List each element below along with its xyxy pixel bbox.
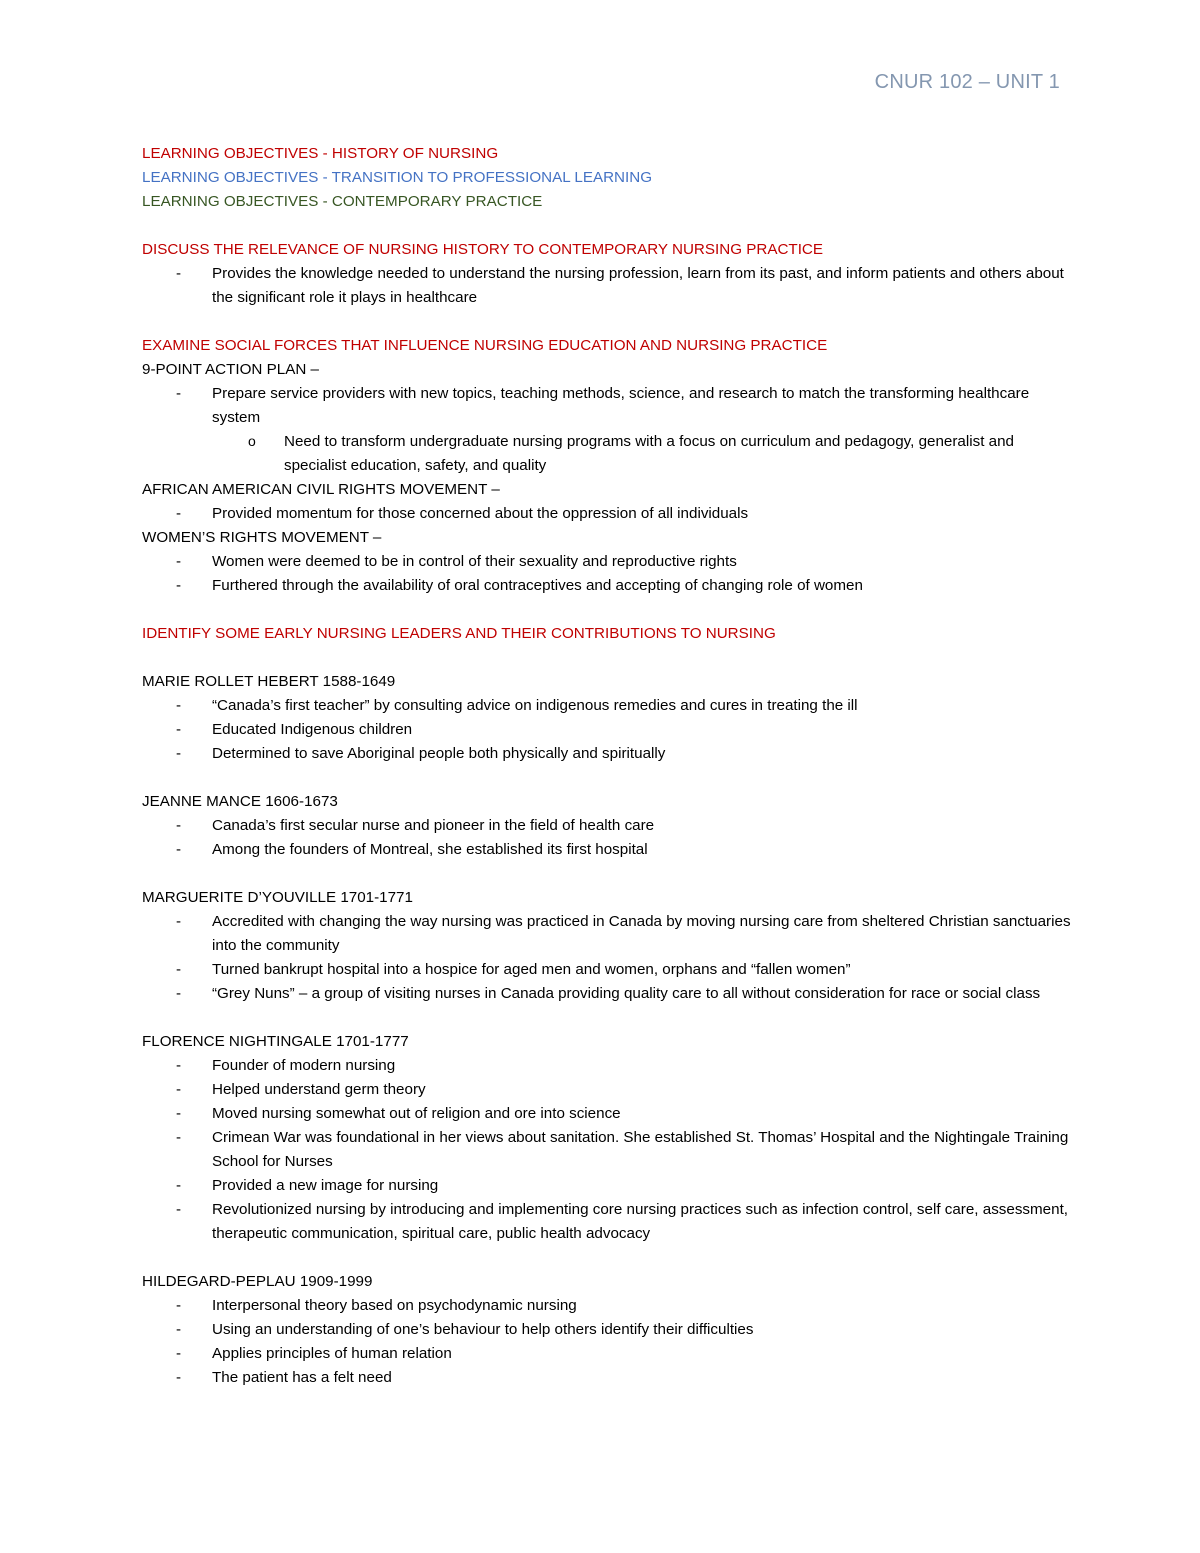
list-item: - Educated Indigenous children (142, 718, 1072, 742)
list-item: - Applies principles of human relation (142, 1342, 1072, 1366)
list-item: - Provided momentum for those concerned about the oppression of all individuals (142, 502, 1072, 526)
section-heading-leaders: IDENTIFY SOME EARLY NURSING LEADERS AND THEIR CONTRIBUTIONS TO NURSING (142, 625, 776, 642)
list-item: - Provides the knowledge needed to understand the nursing profession, learn from its past, and inform patients and others about the significant role it plays in healthcare (142, 262, 1072, 310)
list-item: - Accredited with changing the way nursing was practiced in Canada by moving nursing care from sheltered Christian sanctuaries into the community (142, 910, 1072, 958)
list-item: - Founder of modern nursing (142, 1054, 1072, 1078)
list-item: - Moved nursing somewhat out of religion and ore into science (142, 1102, 1072, 1126)
leader-name: FLORENCE NIGHTINGALE 1701-1777 (142, 1033, 409, 1050)
list-item: - Interpersonal theory based on psychodynamic nursing (142, 1294, 1072, 1318)
list-item: - Provided a new image for nursing (142, 1174, 1072, 1198)
leader-contributions (142, 1054, 1072, 1246)
leader-name: HILDEGARD-PEPLAU 1909-1999 (142, 1273, 373, 1290)
list-item: - Crimean War was foundational in her views about sanitation. She established St. Thomas’ Hospital and the Nightingale Training School for Nurses (142, 1126, 1072, 1174)
leader-contributions (142, 694, 1072, 766)
section-heading-relevance: DISCUSS THE RELEVANCE OF NURSING HISTORY TO CONTEMPORARY NURSING PRACTICE (142, 241, 824, 258)
list-item: - Determined to save Aboriginal people both physically and spiritually (142, 742, 1072, 766)
womens-rights-list (142, 550, 1072, 598)
leader-contributions (142, 910, 1072, 1006)
list-item: - “Canada’s first teacher” by consulting advice on indigenous remedies and cures in treating the ill (142, 694, 1072, 718)
list-item: - “Grey Nuns” – a group of visiting nurses in Canada providing quality care to all without consideration for race or social class (142, 982, 1072, 1006)
list-item: - Canada’s first secular nurse and pioneer in the field of health care (142, 814, 1072, 838)
leader-contributions (142, 814, 1072, 862)
list-item: - Furthered through the availability of oral contraceptives and accepting of changing role of women (142, 574, 1072, 598)
objective-history: LEARNING OBJECTIVES - HISTORY OF NURSING (142, 145, 499, 162)
subheading-action-plan: 9-POINT ACTION PLAN – (142, 361, 319, 378)
leader-contributions (142, 1294, 1072, 1390)
list-item: - Helped understand germ theory (142, 1078, 1072, 1102)
list-item: - Turned bankrupt hospital into a hospice for aged men and women, orphans and “fallen women” (142, 958, 1072, 982)
section-heading-social-forces: EXAMINE SOCIAL FORCES THAT INFLUENCE NURSING EDUCATION AND NURSING PRACTICE (142, 337, 828, 354)
course-header: CNUR 102 – UNIT 1 (874, 71, 1060, 93)
list-item: - Revolutionized nursing by introducing and implementing core nursing practices such as infection control, self care, assessment, therapeutic communication, spiritual care, public health advocacy (142, 1198, 1072, 1246)
objective-transition: LEARNING OBJECTIVES - TRANSITION TO PROFESSIONAL LEARNING (142, 169, 653, 186)
leader-name: MARGUERITE D’YOUVILLE 1701-1771 (142, 889, 413, 906)
list-item: - Prepare service providers with new topics, teaching methods, science, and research to match the transforming healthcare system (142, 382, 1072, 430)
action-plan-sublist (142, 430, 1072, 478)
action-plan-list (142, 382, 1072, 430)
list-item: - The patient has a felt need (142, 1366, 1072, 1390)
document-content (142, 142, 1072, 1390)
civil-rights-list (142, 502, 1072, 526)
list-item: - Using an understanding of one’s behaviour to help others identify their difficulties (142, 1318, 1072, 1342)
leader-name: MARIE ROLLET HEBERT 1588-1649 (142, 673, 396, 690)
sub-list-item: o Need to transform undergraduate nursing programs with a focus on curriculum and pedagogy, generalist and specialist education, safety, and quality (142, 430, 1072, 478)
relevance-list (142, 262, 1072, 310)
subheading-womens-rights: WOMEN’S RIGHTS MOVEMENT – (142, 529, 382, 546)
list-item: - Among the founders of Montreal, she established its first hospital (142, 838, 1072, 862)
objective-contemporary: LEARNING OBJECTIVES - CONTEMPORARY PRACTICE (142, 193, 543, 210)
subheading-civil-rights: AFRICAN AMERICAN CIVIL RIGHTS MOVEMENT – (142, 481, 500, 498)
list-item: - Women were deemed to be in control of their sexuality and reproductive rights (142, 550, 1072, 574)
leader-name: JEANNE MANCE 1606-1673 (142, 793, 338, 810)
